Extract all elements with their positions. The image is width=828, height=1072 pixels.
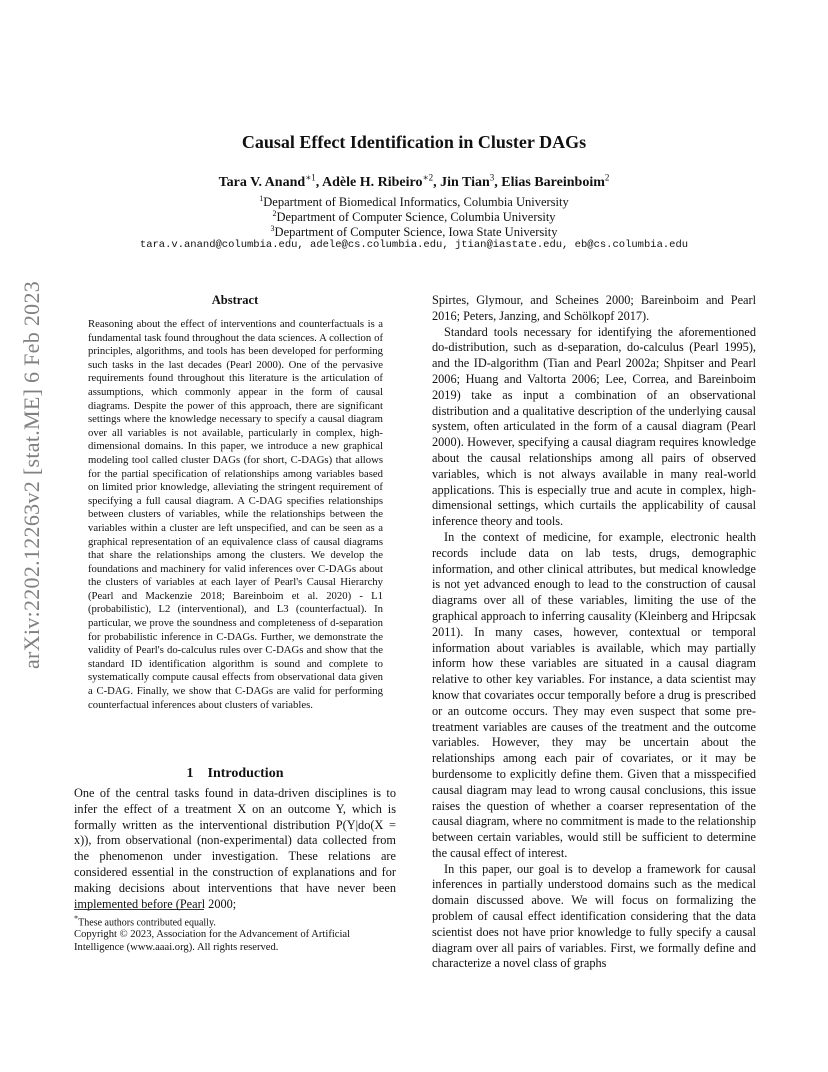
footnote: *These authors contributed equally. xyxy=(74,914,216,929)
author-3: Jin Tian$^3$, xyxy=(440,172,502,190)
paragraph-goal: In this paper, our goal is to develop a framework for causal inferences in partially understood domains such as the medical domain discussed above. We will focus on formalizing the problem of causal effect identification considering that the data scientist does not have prior knowledge to fully specify a causal diagram over all pairs of variables. First, we formally define and characterize a novel class of graphs xyxy=(432,861,756,971)
right-column xyxy=(432,293,756,972)
copyright-notice: Copyright © 2023, Association for the Advancement of Artificial Intelligence (www.aaai.org). All rights reserved. xyxy=(74,929,351,953)
paragraph-medicine: In the context of medicine, for example, electronic health records include data on lab tests, drugs, demographic information, and other clinical attributes, but medical knowledge is not yet advanced enough to lead to the construction of causal diagrams over all of these variables, limiting the use of the graphical approach to inferring causality (Kleinberg and Hripcsak 2011). In many cases, however, contextual or temporal information about variables is available, which may partially inform how these variables are situated in a causal diagram relative to other key variables. For instance, a data scientist may know that covariates occur temporally before a drug is prescribed or an outcome occurs. They may even suspect that some pre-treatment variables are causes of the treatment and the outcome variables. However, they may be uncertain about the relationships among each pair of covariates, or it may be burdensome to explicitly define them. Given that a misspecified causal diagram may lead to wrong causal conclusions, this issue raises the question of whether a coarser representation of the causal diagram, where no commitment is made to the relationship between certain variables, would still be sufficient to determine the causal effect of interest. xyxy=(432,529,756,860)
affiliation-1: $^1$Department of Biomedical Informatics, Columbia University xyxy=(259,194,569,210)
affiliation-3: $^3$Department of Computer Science, Iowa State University xyxy=(270,224,558,240)
abstract-text: Reasoning about the effect of interventions and counterfactuals is a fundamental task found throughout the data sciences. A collection of principles, algorithms, and tools has been developed for performing such tasks in the last decades (Pearl 2000). One of the pervasive requirements found throughout this literature is the articulation of assumptions, which commonly appear in the form of causal diagrams. Despite the power of this approach, there are significant settings where the knowledge necessary to specify a causal diagram over all variables is not available, particularly in complex, high-dimensional domains. In this paper, we introduce a new graphical modeling tool called cluster DAGs (for short, C-DAGs) that allows for the partial specification of relationships among variables based on limited prior knowledge, alleviating the stringent requirement of specifying a full causal diagram. A C-DAG specifies relationships between clusters of variables, while the relationships between the variables within a cluster are left unspecified, and can be seen as a graphical representation of an equivalence class of causal diagrams that share the relationships among the clusters. We develop the foundations and machinery for valid inferences over C-DAGs about the clusters of variables at each layer of Pearl's Causal Hierarchy (Pearl and Mackenzie 2018; Bareinboim et al. 2020) - L1 (probabilistic), L2 (interventional), and L3 (counterfactual). In particular, we prove the soundness and completeness of d-separation for probabilistic inference in C-DAGs. Further, we demonstrate the validity of Pearl's do-calculus rules over C-DAGs and show that the standard ID identification algorithm is sound and complete to systematically compute causal effects from observational data given a C-DAG. Finally, we show that C-DAGs are valid for performing counterfactual inferences about clusters of variables. xyxy=(88,318,383,711)
section-heading-introduction: 1 Introduction xyxy=(186,766,284,781)
author-4: Elias Bareinboim$^2$ xyxy=(501,172,610,190)
arxiv-stamp: arXiv:2202.12263v2 [stat.ME] 6 Feb 2023 xyxy=(19,280,44,670)
affiliation-2: $^2$Department of Computer Science, Columbia University xyxy=(272,209,556,225)
abstract-heading: Abstract xyxy=(211,293,259,307)
paragraph-standard-tools: Standard tools necessary for identifying the aforementioned do-distribution, such as d-separation, do-calculus (Pearl 1995), and the ID-algorithm (Tian and Pearl 2002a; Shpitser and Pearl 2006; Huang and Valtorta 2006; Lee, Correa, and Bareinboim 2019) take as input a combination of an observational distribution and a qualitative description of the underlying causal system, often articulated in the form of a causal diagram (Pearl 2000). However, specifying a causal diagram requires knowledge about the causal relationships among all pairs of observed variables, which is not always available in many real-world applications. This is especially true and acute in complex, high-dimensional settings, which curtails the applicability of causal inference theory and tools. xyxy=(432,324,756,529)
paper-title: Causal Effect Identification in Cluster DAGs xyxy=(241,132,587,152)
author-list xyxy=(0,172,828,191)
author-2: Adèle H. Ribeiro$^{∗2}$, xyxy=(322,172,441,190)
footnote-rule xyxy=(74,909,204,910)
author-1: Tara V. Anand$^{∗1}$, xyxy=(218,172,322,190)
author-emails: tara.v.anand@columbia.edu, adele@cs.columbia.edu, jtian@iastate.edu, eb@cs.columbia.edu xyxy=(139,239,689,251)
paragraph-continued: Spirtes, Glymour, and Scheines 2000; Bareinboim and Pearl 2016; Peters, Janzing, and Schölkopf 2017). xyxy=(432,293,756,323)
intro-paragraph: One of the central tasks found in data-driven disciplines is to infer the effect of a treatment X on an outcome Y, which is formally written as the interventional distribution P(Y|do(X = x)), from observational (non-experimental) data collected from the phenomenon under investigation. These relations are considered essential in the construction of explanations and for making decisions about interventions that have never been implemented before (Pearl 2000; xyxy=(74,786,396,911)
